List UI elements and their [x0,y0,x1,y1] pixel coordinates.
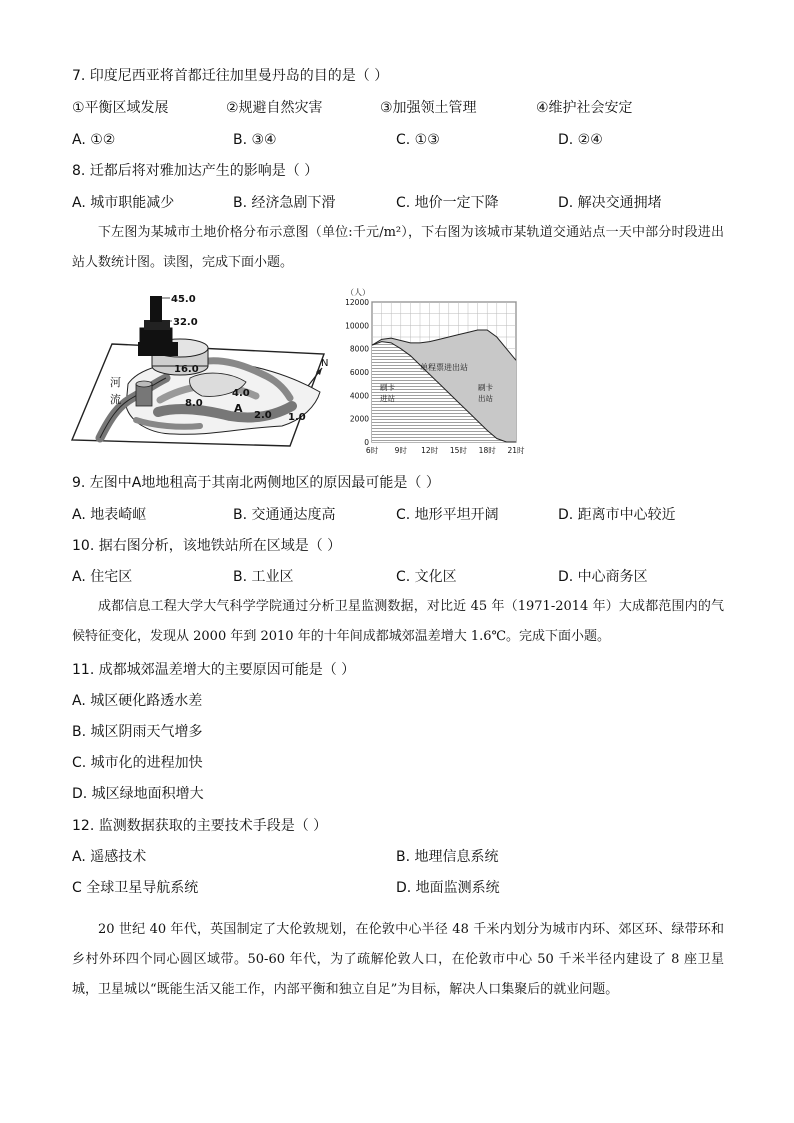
q7-statement-3: ③加强领土管理 [380,100,477,116]
question-11-stem: 11. 成都城郊温差增大的主要原因可能是（ ） [72,662,356,678]
y-tick-label: 10000 [345,321,369,331]
series-label-card-out-1: 刷卡 [478,383,493,392]
q11-option-a: A. 城区硬化路透水差 [72,693,203,709]
label-45: 45.0 [171,294,196,305]
label-river-2: 流 [110,393,121,406]
label-16: 16.0 [174,364,199,375]
intro-paragraph-3: 20 世纪 40 年代，英国制定了大伦敦规划，在伦敦中心半径 48 千米内划分为城市内环、郊区环、绿带环和乡村外环四个同心圆区域带。50-60 年代，为了疏解伦敦人口，在伦敦市中心 50 千米半径内建设了 8 座卫星城，卫星城以“既能生活又能工作，内部平衡和独立自足”为目标，解决人口集聚后的就业问题。 [72,922,724,997]
q10-option-d: D. 中心商务区 [558,569,648,585]
intro-paragraph-2: 成都信息工程大学大气科学学院通过分析卫星监测数据，对比近 45 年（1971-2014 年）大成都范围内的气候特征变化，发现从 2000 年到 2010 年的十年间成都城郊温差增大 1.6℃。完成下面小题。 [72,599,724,644]
label-1: 1.0 [288,412,306,423]
q9-option-d: D. 距离市中心较近 [558,507,676,523]
q9-option-c: C. 地形平坦开阔 [396,507,499,523]
label-32: 32.0 [173,317,198,328]
q8-option-b: B. 经济急剧下滑 [233,195,336,211]
q10-option-a: A. 住宅区 [72,569,133,585]
x-tick-label: 12时 [421,446,439,455]
x-tick-label: 18时 [478,446,496,455]
chart-ylabel: （人） [346,288,370,297]
label-north: N [321,358,329,369]
series-label-card-out-2: 出站 [478,394,493,403]
q7-option-d: D. ②④ [558,132,603,148]
q7-statement-1: ①平衡区域发展 [72,100,169,116]
q7-option-a: A. ①② [72,132,116,148]
q7-statement-4: ④维护社会安定 [536,100,633,116]
y-tick-label: 8000 [349,344,369,354]
y-tick-label: 0 [364,438,369,447]
q11-option-b: B. 城区阴雨天气增多 [72,724,203,740]
q7-option-c: C. ①③ [396,132,440,148]
q10-option-b: B. 工业区 [233,569,294,585]
intro-paragraph-1: 下左图为某城市土地价格分布示意图（单位:千元/m²），下右图为该城市某轨道交通站点一天中部分时段进出站人数统计图。读图，完成下面小题。 [72,225,724,270]
tower-lower-block [138,342,178,356]
label-2: 2.0 [254,410,272,421]
label-a: A [234,402,243,415]
q12-option-c: C 全球卫星导航系统 [72,880,199,896]
question-7-stem: 7. 印度尼西亚将首都迁往加里曼丹岛的目的是（ ） [72,68,389,84]
q8-option-c: C. 地价一定下降 [396,195,499,211]
y-tick-label: 6000 [349,368,369,377]
series-label-card-in-1: 刷卡 [380,383,395,392]
q9-option-b: B. 交通通达度高 [233,507,336,523]
q7-option-b: B. ③④ [233,132,277,148]
q9-option-a: A. 地表崎岖 [72,507,147,523]
q11-option-d: D. 城区绿地面积增大 [72,786,204,802]
q8-option-a: A. 城市职能减少 [72,195,175,211]
question-10-stem: 10. 据右图分析，该地铁站所在区域是（ ） [72,538,342,554]
x-tick-label: 15时 [449,446,467,455]
station-flow-chart [340,286,526,458]
x-tick-label: 9时 [394,446,407,455]
label-8: 8.0 [185,398,203,409]
x-tick-label: 6时 [365,446,379,455]
tower-top [150,296,162,322]
q8-option-d: D. 解决交通拥堵 [558,195,662,211]
question-8-stem: 8. 迁都后将对雅加达产生的影响是（ ） [72,163,319,179]
label-river-1: 河 [110,376,121,389]
q7-statement-2: ②规避自然灾害 [226,100,323,116]
question-9-stem: 9. 左图中A地地租高于其南北两侧地区的原因最可能是（ ） [72,475,440,491]
land-price-map [70,288,332,450]
series-label-card-in-2: 进站 [380,394,395,403]
y-tick-label: 12000 [345,298,369,307]
label-4: 4.0 [232,388,250,399]
q12-option-b: B. 地理信息系统 [396,849,499,865]
y-tick-label: 4000 [349,391,369,401]
question-12-stem: 12. 监测数据获取的主要技术手段是（ ） [72,818,328,834]
q12-option-a: A. 遥感技术 [72,849,147,865]
q11-option-c: C. 城市化的进程加快 [72,755,203,771]
q12-option-d: D. 地面监测系统 [396,880,500,896]
x-tick-label: 21时 [507,446,525,455]
y-tick-label: 2000 [349,414,369,424]
series-label-single-ticket: 单程票进出站 [420,363,468,372]
q10-option-c: C. 文化区 [396,569,457,585]
